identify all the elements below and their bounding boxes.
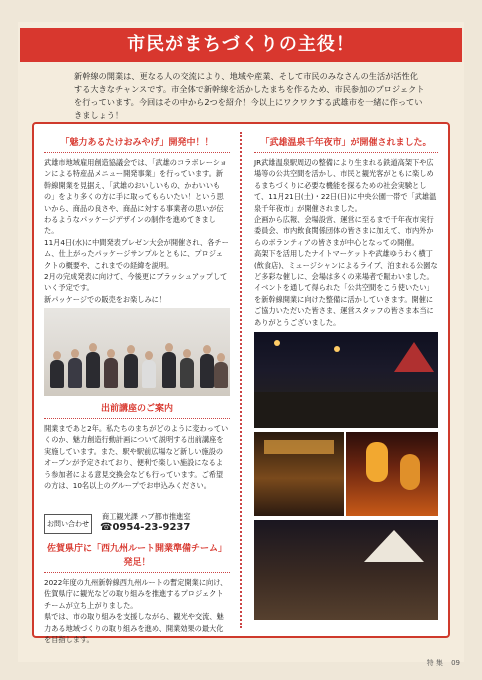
heading-rule — [44, 418, 230, 419]
market-crowd-photo — [254, 520, 438, 620]
page-title: 市民がまちづくりの主役！ — [20, 28, 462, 62]
volunteer-group-photo — [254, 332, 438, 428]
contact-org: 商工観光課 ハブ都市推進室 — [102, 512, 191, 521]
heading-rule — [44, 152, 230, 153]
heading-rule — [44, 572, 230, 573]
presentation-group-photo — [44, 308, 230, 396]
souvenir-heading: 「魅力あるたけおみやげ」開発中！！ — [60, 138, 214, 148]
column-divider — [240, 132, 242, 628]
page-number: 09 — [451, 659, 460, 667]
contact-block — [44, 512, 230, 536]
lantern-photo — [346, 432, 438, 516]
souvenir-body-3: 2月の完成発表に向けて、今後更にブラッシュアップしていく予定です。 — [44, 272, 228, 293]
contact-phone[interactable]: ☎0954-23-9237 — [100, 522, 191, 533]
souvenir-body: 武雄市地域雇用創造協議会では、「武雄のコラボレーションによる特産品メニュー開発事業」を行っています。新幹線開業を見据え、「武雄のおいしいもの、かわいいもの」をより多くの方に手に取ってもらいたい！という思いから、商品の良さや、商品に対する事業者の思いが伝わるようなパッケージデザインの制作を進めてきました。 — [44, 158, 227, 236]
night-market-body: JR武雄温泉駅周辺の整備により生まれる鉄道高架下や広場等の公共空間を活かし、市民と観光客がともに楽しめるまちづくりに必要な機能を探るための社会実験として、11月21日(土)・22日(日)に中央公園一帯で「武雄温泉千年夜市」が開催されました。 — [254, 158, 437, 213]
page-footer — [427, 658, 460, 668]
prefecture-heading: 佐賀県庁に「西九州ルート開業準備チーム」発足！ — [46, 544, 227, 568]
night-market-heading: 「武雄温泉千年夜市」が開催されました。 — [260, 138, 432, 148]
night-market-body-2: 企画から広報、会場設営、運営に至るまで千年夜市実行委員会、市内飲食関係団体の皆さまに加えて、市内外からのボランティアの皆さまが中心となっての開催。 — [254, 215, 434, 247]
left-column — [44, 130, 230, 305]
heading-rule — [254, 152, 438, 153]
lecture-body: 開業まであと2年。私たちのまちがどのように変わっていくのか、魅力創造行動計画について説明する出前講座を実施しています。また、駅や駅前広場など新しい施設のオープンが予定されており、便利で楽しい施設になるよう参加者による意見交換会なども行っています。ご希望の方は、10名以上のグループでお申込みください。 — [44, 424, 229, 491]
right-column — [254, 130, 438, 328]
night-market-photo — [254, 432, 344, 516]
night-market-body-4: イベントを通して得られた「公共空間をこう使いたい」を新幹線開業に向けた整備に活かしていきます。開催にご協力いただいた皆さま、運営スタッフの皆さま本当にありがとうございました。 — [254, 283, 434, 327]
contact-label: お問い合わせ — [44, 514, 92, 534]
lecture-heading: 出前講座のご案内 — [100, 404, 173, 414]
prefecture-body-2: 県では、市の取り組みを支援しながら、観光や交流、魅力ある地域づくりの取り組みを進め、開業効果の最大化を目指します。 — [44, 612, 224, 645]
section-label: 特 集 — [426, 659, 443, 667]
prefecture-section — [44, 542, 230, 645]
lecture-section — [44, 402, 230, 491]
intro-text: 新幹線の開業は、更なる人の交流により、地域や産業、そして市民のみなさんの生活が活性化する大きなチャンスです。市全体で新幹線を活かしたまちを作るため、市民参加のプロジェクトを行っています。今回はその中から2つを紹介！今以上にワクワクする武雄市を一緒に作っていきましょう！ — [74, 71, 425, 120]
night-market-body-3: 高架下を活用したナイトマーケットや武雄ゆうわく横丁(飲食店)、ミュージシャンによるライブ、泊まれる公園など多彩な催しに、会場は多くの来場者で賑わいました。 — [254, 249, 438, 282]
souvenir-body-2: 11月4日(水)に中間発表プレゼン大会が開催され、各チーム、仕上がったパッケージサンプルとともに、プロジェクトの概要や、これまでの経緯を説明。 — [44, 237, 229, 270]
souvenir-body-4: 新パッケージでの販売をお楽しみに！ — [44, 294, 167, 304]
prefecture-body: 2022年度の九州新幹線西九州ルートの暫定開業に向け、佐賀県庁に観光などの取り組みを推進するプロジェクトチームが立ち上がりました。 — [44, 578, 228, 610]
